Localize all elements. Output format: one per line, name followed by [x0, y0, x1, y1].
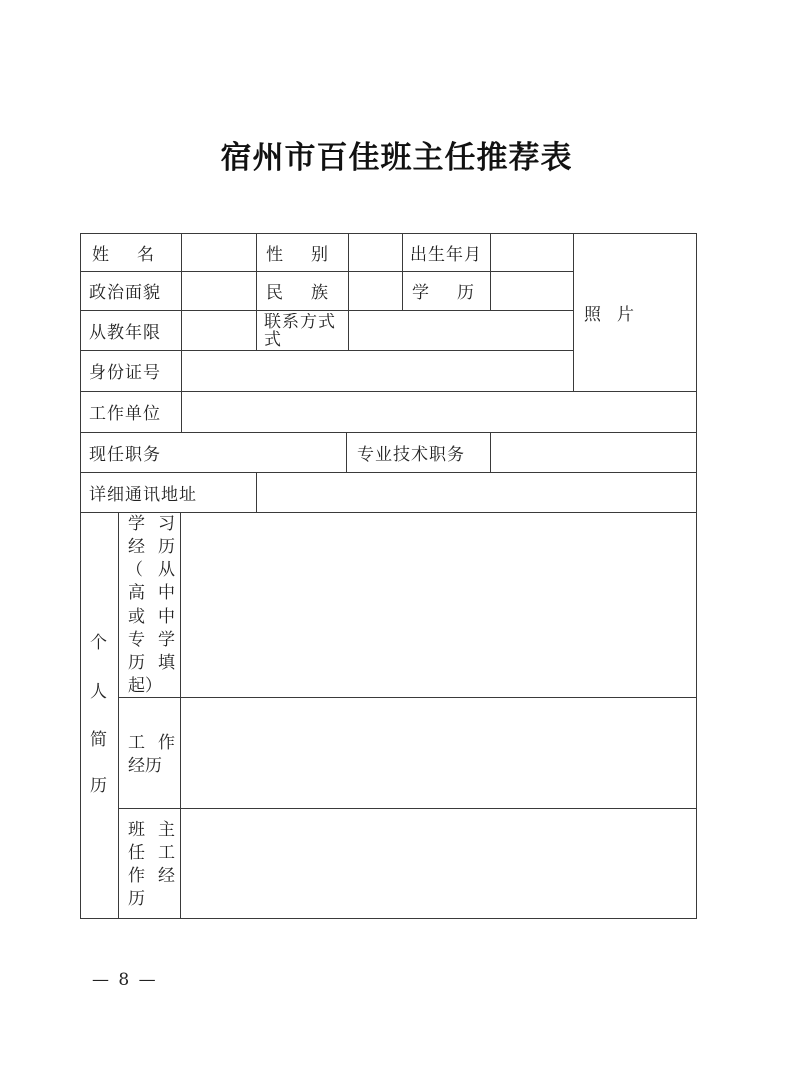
- professional-title-label: 专业技术职务: [357, 444, 465, 465]
- id-number-label: 身份证号: [89, 363, 161, 383]
- gender-label: 性 别: [266, 244, 328, 265]
- table-line: [573, 233, 574, 391]
- ethnicity-label: 民 族: [266, 283, 328, 303]
- study-label-char: 历: [128, 653, 145, 673]
- table-line: [256, 472, 257, 512]
- headteacher-history-label-char: 任: [128, 843, 145, 863]
- headteacher-history-label-char: 作: [128, 866, 145, 886]
- study-label-char: 起）: [128, 676, 162, 696]
- table-line: [80, 233, 697, 234]
- table-line: [181, 233, 182, 432]
- profile-label-3: 简: [90, 730, 107, 750]
- table-line: [696, 233, 697, 918]
- study-label-char: 中: [158, 607, 175, 627]
- study-label-char: 习: [158, 514, 175, 534]
- table-line: [118, 697, 697, 698]
- form-title: 宿州市百佳班主任推荐表: [220, 140, 573, 176]
- study-label-char: 专: [128, 630, 145, 650]
- study-label-char: 高: [128, 583, 145, 603]
- education-label: 学 历: [412, 283, 474, 303]
- teaching-years-label: 从教年限: [89, 322, 161, 343]
- headteacher-history-label-char: 主: [158, 820, 175, 840]
- study-label-char: 中: [158, 583, 175, 603]
- work-unit-label: 工作单位: [89, 404, 161, 424]
- table-line: [80, 918, 697, 919]
- table-line: [348, 233, 349, 350]
- address-label: 详细通讯地址: [89, 484, 197, 505]
- headteacher-history-label-char: 班: [128, 820, 145, 840]
- table-line: [490, 432, 491, 472]
- table-line: [80, 512, 697, 513]
- table-line: [118, 808, 697, 809]
- study-label-char: 或: [128, 607, 145, 627]
- profile-label-4: 历: [90, 776, 107, 796]
- contact-label: 联系方式式: [264, 313, 336, 349]
- work-history-label-char: 作: [158, 733, 175, 753]
- table-line: [118, 512, 119, 918]
- page-number: — 8 —: [92, 970, 158, 990]
- study-label-char: 学: [128, 514, 145, 534]
- table-line: [402, 233, 403, 311]
- profile-label-1: 个: [90, 633, 107, 653]
- study-label-char: 历: [158, 537, 175, 557]
- study-label-char: 学: [158, 630, 175, 650]
- table-line: [80, 391, 697, 392]
- headteacher-history-label-char: 工: [158, 843, 175, 863]
- name-label: 姓 名: [92, 244, 154, 265]
- work-history-label-char: 经历: [128, 756, 162, 776]
- current-post-label: 现任职务: [89, 444, 161, 465]
- study-label-char: 从: [158, 560, 175, 580]
- table-line: [346, 432, 347, 472]
- study-label-char: 填: [158, 653, 175, 673]
- study-label-char: 经: [128, 537, 145, 557]
- photo-label: 照 片: [584, 304, 634, 325]
- political-status-label: 政治面貌: [89, 283, 161, 303]
- work-history-label-char: 工: [128, 733, 145, 753]
- profile-label-2: 人: [90, 682, 107, 702]
- study-label-char: （: [126, 560, 143, 580]
- table-line: [256, 233, 257, 350]
- table-line: [490, 233, 491, 311]
- table-line: [80, 233, 81, 918]
- table-line: [180, 512, 181, 918]
- headteacher-history-label-char: 历: [128, 889, 145, 909]
- headteacher-history-label-char: 经: [158, 866, 175, 886]
- birth-label: 出生年月: [410, 244, 482, 265]
